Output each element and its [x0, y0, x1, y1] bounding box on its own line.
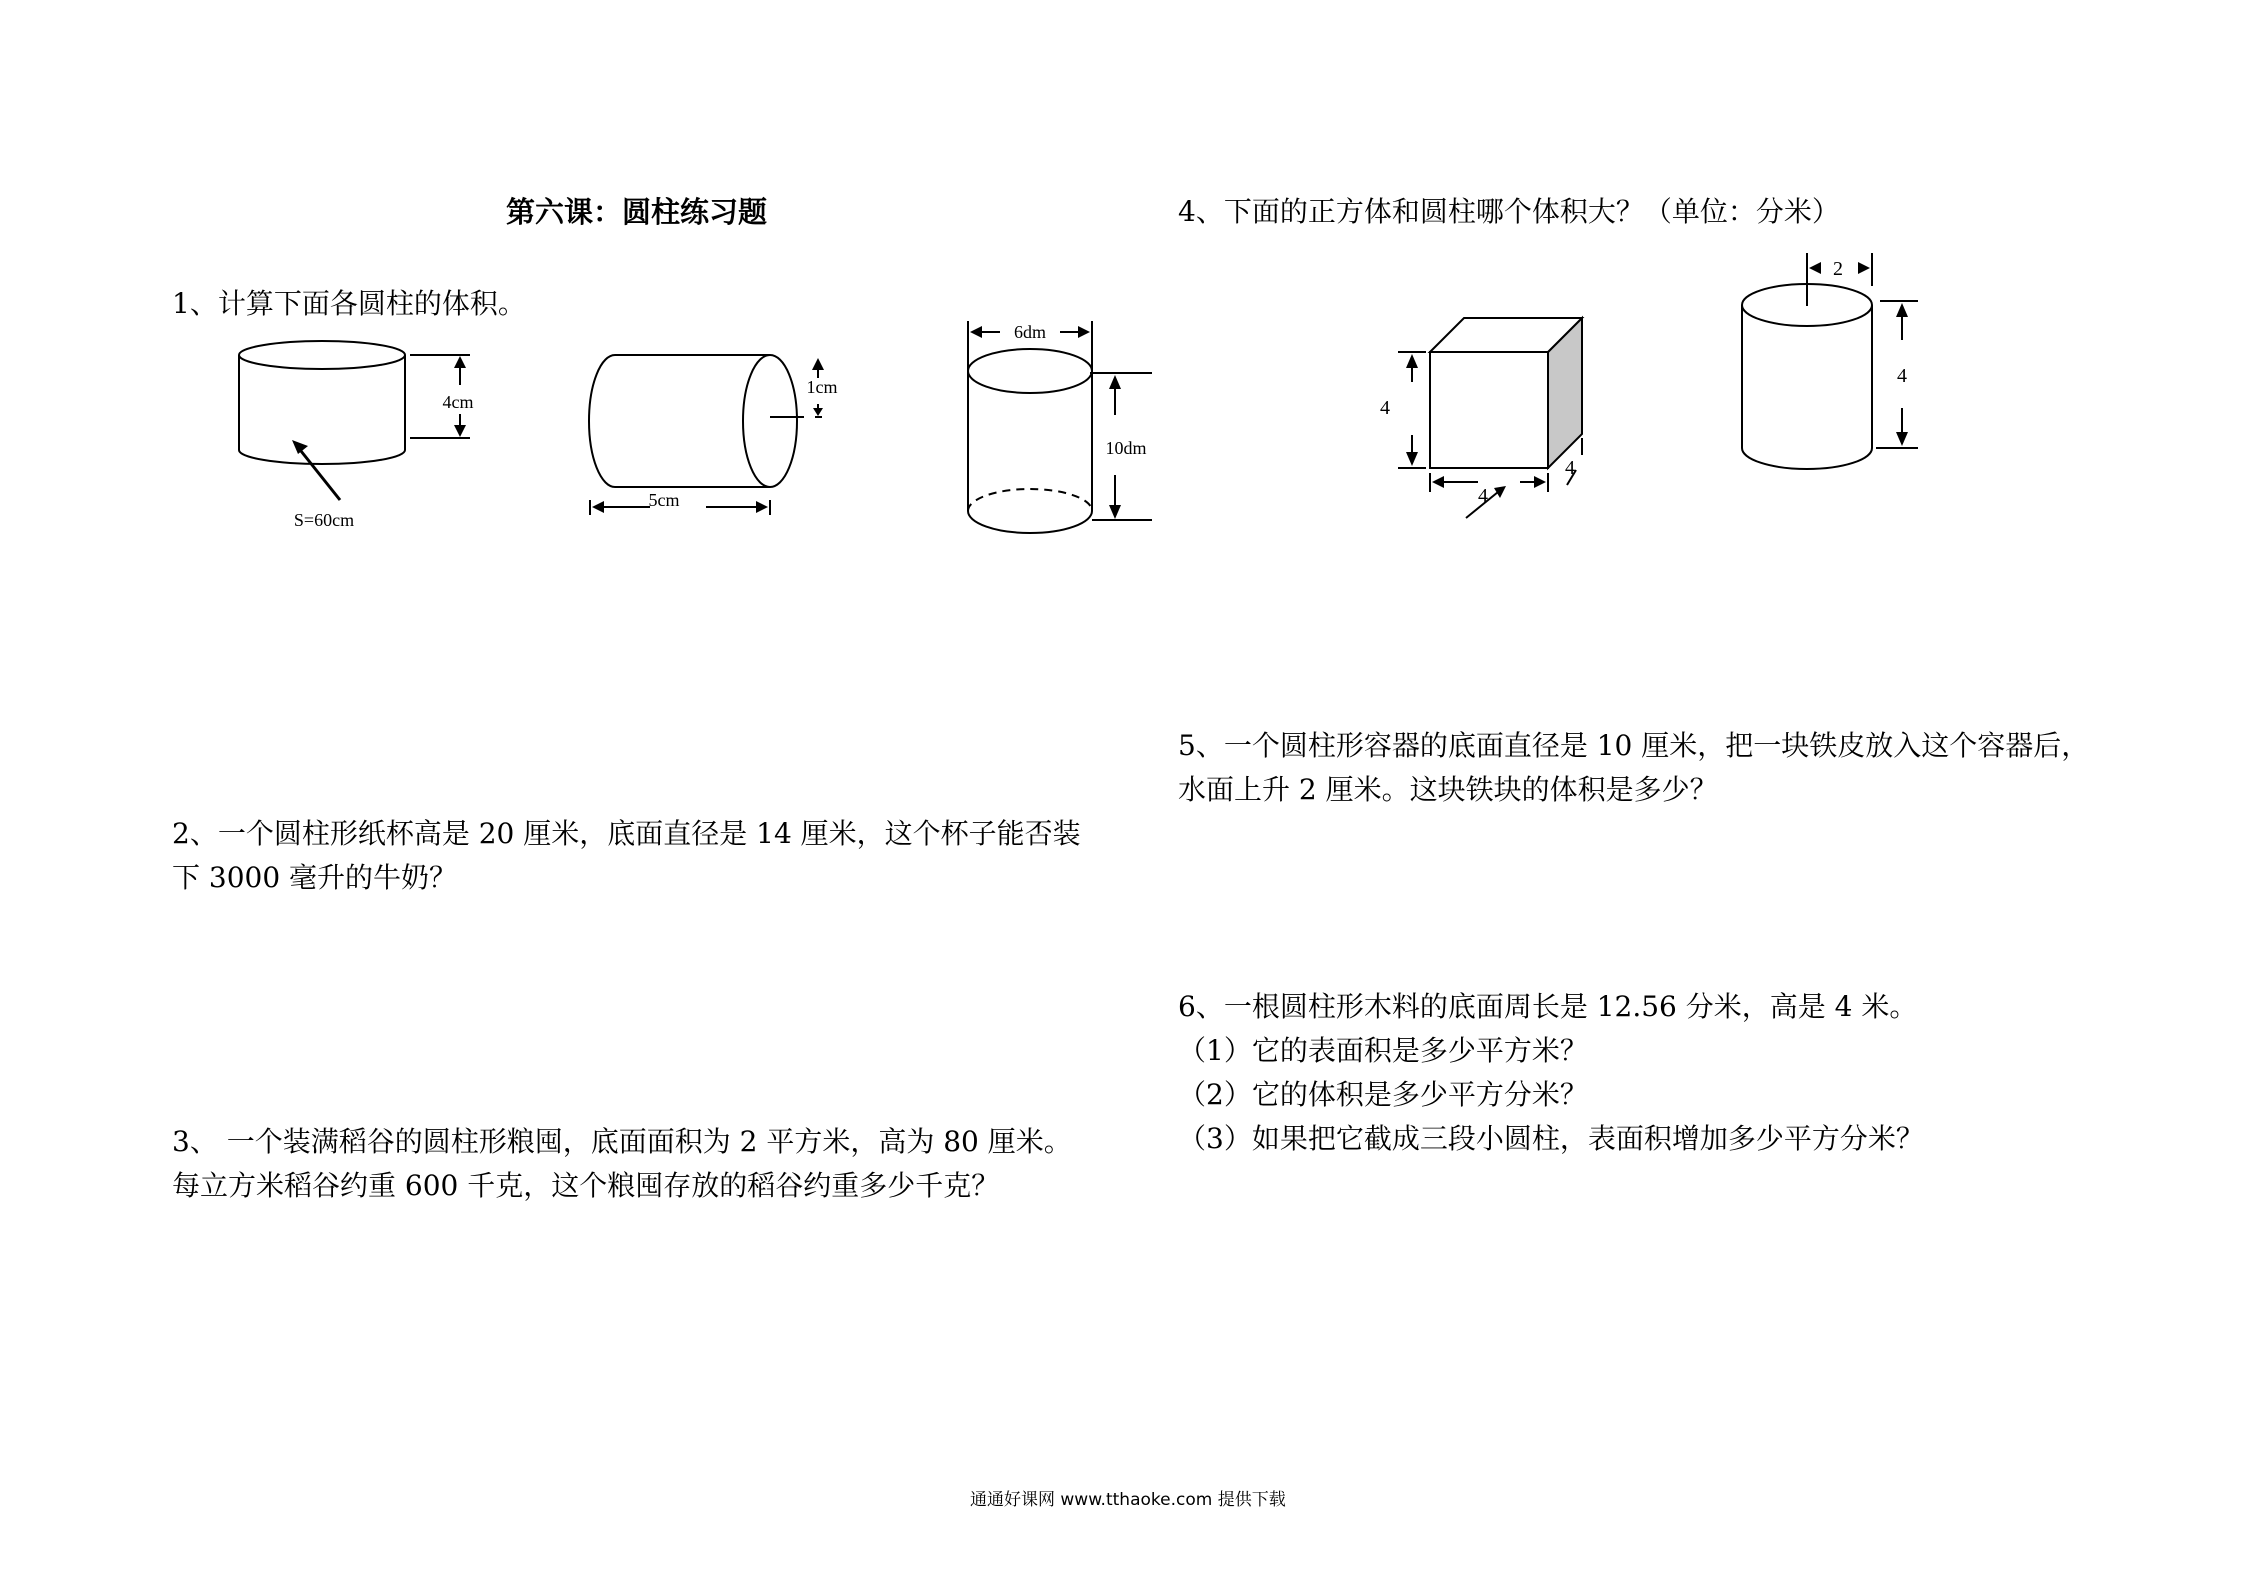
question-5-line-2: 水面上升 2 厘米。这块铁块的体积是多少？ [1178, 773, 1718, 806]
question-2-line-2: 下 3000 毫升的牛奶？ [172, 861, 458, 894]
question-5-line-1: 5、一个圆柱形容器的底面直径是 10 厘米，把一块铁皮放入这个容器后， [1178, 729, 2090, 762]
cylinder-figure-b [560, 340, 838, 520]
label-area-60cm: S=60cm [293, 510, 355, 530]
label-cube-depth: 4 [1565, 457, 1575, 479]
label-diameter-6dm: 6dm [1013, 322, 1047, 342]
question-6-sub-2: （2）它的体积是多少平方分米？ [1178, 1078, 1588, 1111]
label-cube-width: 4 [1478, 485, 1488, 507]
label-cylinder-height: 4 [1897, 365, 1907, 387]
label-length-5cm: 5cm [648, 490, 680, 510]
question-4-text: 4、下面的正方体和圆柱哪个体积大？（单位：分米） [1178, 195, 1840, 228]
question-3-line-2: 每立方米稻谷约重 600 千克，这个粮囤存放的稻谷约重多少千克？ [172, 1169, 1000, 1202]
question-6-text: 6、一根圆柱形木料的底面周长是 12.56 分米，高是 4 米。 [1178, 990, 1918, 1023]
label-radius-1cm: 1cm [806, 377, 838, 397]
question-1-text: 1、计算下面各圆柱的体积。 [172, 287, 526, 320]
question-2-line-1: 2、一个圆柱形纸杯高是 20 厘米，底面直径是 14 厘米，这个杯子能否装 [172, 817, 1081, 850]
cylinder-figure-c [960, 315, 1160, 545]
question-3-line-1: 3、 一个装满稻谷的圆柱形粮囤，底面面积为 2 平方米，高为 80 厘米。 [172, 1125, 1072, 1158]
label-height-4cm: 4cm [442, 392, 474, 412]
cylinder-figure-d [1740, 248, 1940, 468]
cylinder-figure-a [220, 330, 480, 530]
question-6-sub-1: （1）它的表面积是多少平方米？ [1178, 1034, 1588, 1067]
question-6-sub-3: （3）如果把它截成三段小圆柱，表面积增加多少平方分米？ [1178, 1122, 1924, 1155]
label-cylinder-radius: 2 [1833, 258, 1843, 280]
page-footer: 通通好课网 www.tthaoke.com 提供下载 [970, 1490, 1286, 1510]
page-title: 第六课：圆柱练习题 [506, 195, 768, 229]
cube-figure [1370, 310, 1600, 530]
label-height-10dm: 10dm [1105, 438, 1147, 458]
label-cube-height: 4 [1380, 397, 1390, 419]
